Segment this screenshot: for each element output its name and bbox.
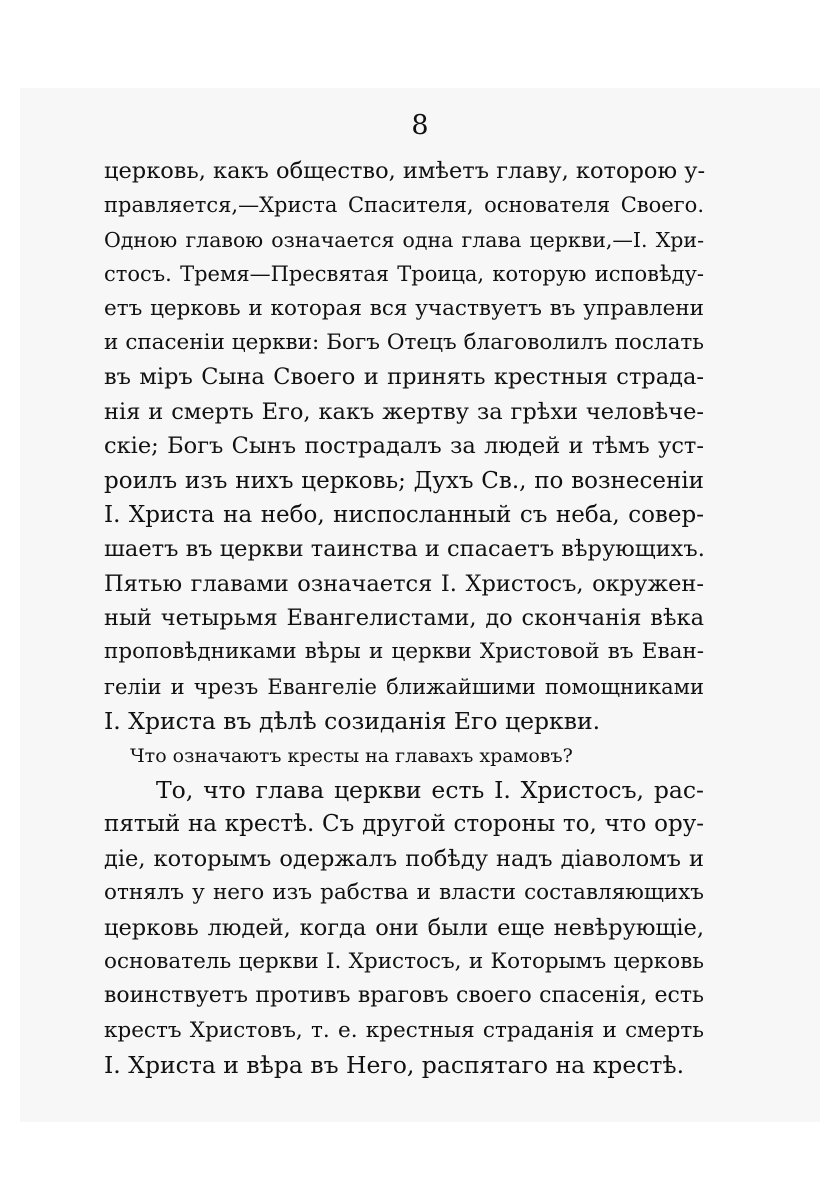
text-line: и спасеніи церкви: Богъ Отецъ благоволилъ послать xyxy=(104,329,704,355)
text-line: шаетъ въ церкви таинства и спасаетъ вѣрующихъ. xyxy=(104,536,705,563)
answer-line: діе, которымъ одержалъ побѣду надъ діаволомъ и xyxy=(104,845,704,872)
text-line: I. Христа на небо, ниспосланный съ неба, совер- xyxy=(104,501,704,528)
text-line: нія и смерть Его, какъ жертву за грѣхи человѣче- xyxy=(104,398,704,425)
page-number: 8 xyxy=(411,110,429,141)
text-line: геліи и чрезъ Евангеліе ближайшими помощниками xyxy=(104,674,704,699)
answer-line: воинствуетъ противъ враговъ своего спасенія, есть xyxy=(104,983,704,1009)
answer-line: I. Христа и вѣра въ Него, распятаго на крестѣ. xyxy=(104,1051,685,1080)
book-page xyxy=(20,88,820,1122)
text-line: скіе; Богъ Сынъ пострадалъ за людей и тѣмъ уст- xyxy=(104,433,704,460)
answer-line: То, что глава церкви есть I. Христосъ, рас- xyxy=(156,776,704,805)
answer-line: отнялъ у него изъ рабства и власти составляющихъ xyxy=(104,880,704,906)
text-line: проповѣдниками вѣры и церкви Христовой въ Еван- xyxy=(104,639,704,665)
text-line: церковь, какъ общество, имѣетъ главу, которою у- xyxy=(104,158,706,184)
text-line: ный четырьмя Евангелистами, до скончанія вѣка xyxy=(104,605,704,632)
text-line: правляется,—Христа Спасителя, основателя Своего. xyxy=(104,193,704,218)
text-line: стосъ. Тремя—Пресвятая Троица, которую исповѣду- xyxy=(104,262,704,287)
text-line: I. Христа въ дѣлѣ созиданія Его церкви. xyxy=(104,707,601,736)
text-line: въ міръ Сына Своего и принять крестныя страда- xyxy=(104,364,704,391)
text-line: етъ церковь и которая вся участвуетъ въ управлени xyxy=(104,295,704,321)
answer-line: пятый на крестѣ. Съ другой стороны то, что ору- xyxy=(104,811,704,838)
text-line: роилъ изъ нихъ церковь; Духъ Св., по вознесеніи xyxy=(104,467,704,494)
answer-line: церковь людей, когда они были еще невѣрующіе, xyxy=(104,914,704,941)
page-text xyxy=(104,154,704,1083)
text-line: Пятью главами означается I. Христосъ, окружен- xyxy=(104,570,704,597)
answer-line: крестъ Христовъ, т. е. крестныя страданія и смерть xyxy=(104,1017,704,1043)
answer-line: основатель церкви I. Христосъ, и Которымъ церковь xyxy=(104,948,704,974)
question-heading: Что означаютъ кресты на главахъ храмовъ? xyxy=(130,744,573,767)
text-line: Одною главою означается одна глава церкви,—I. Хри- xyxy=(104,227,704,252)
